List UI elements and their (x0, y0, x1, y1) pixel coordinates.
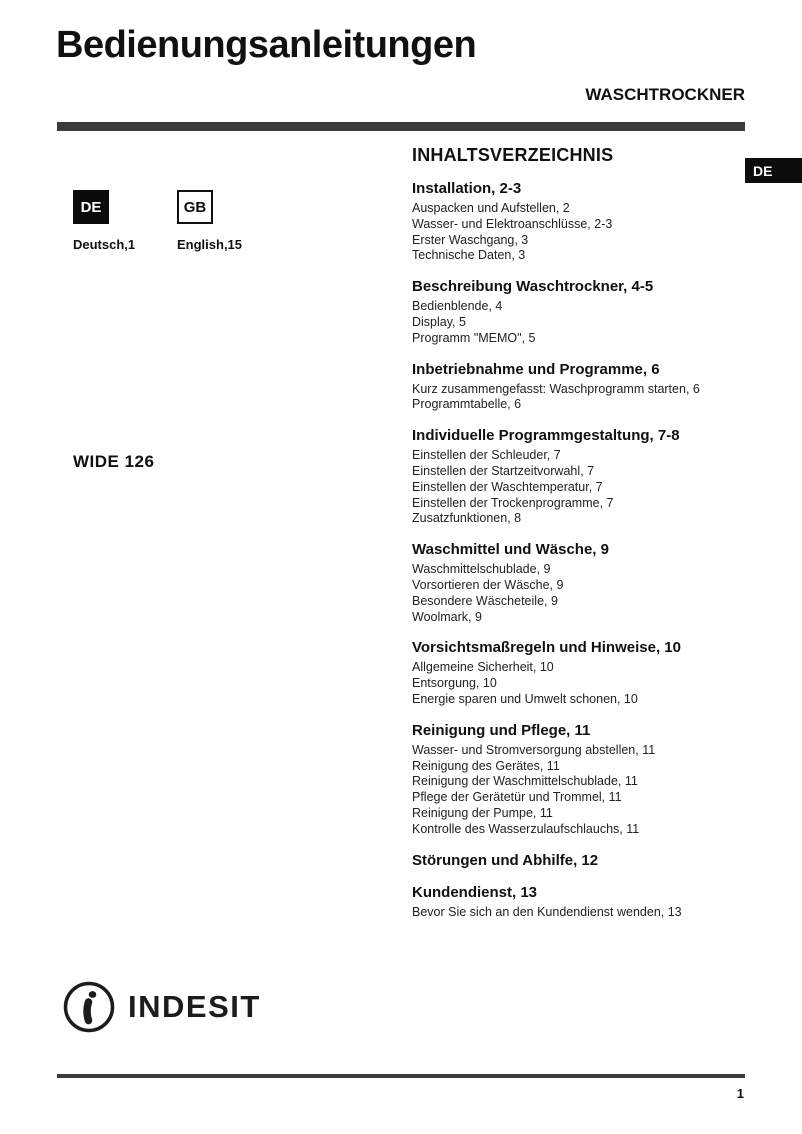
toc-section (412, 426, 760, 527)
toc-section-title: Beschreibung Waschtrockner, 4-5 (412, 278, 654, 296)
toc-item: Zusatzfunktionen, 8 (412, 511, 522, 526)
toc-item: Technische Daten, 3 (412, 248, 526, 263)
page-title: Bedienungsanleitungen (56, 24, 477, 66)
toc-item: Allgemeine Sicherheit, 10 (412, 660, 554, 675)
toc-item: Auspacken und Aufstellen, 2 (412, 201, 570, 215)
toc-sections (412, 179, 760, 920)
gb-language-label: English,15 (177, 237, 243, 252)
top-rule (57, 122, 745, 131)
indesit-icon (62, 980, 116, 1034)
toc-heading: INHALTSVERZEICHNIS (412, 145, 614, 165)
toc-item: Wasser- und Stromversorgung abstellen, 11 (412, 742, 656, 757)
toc-section (412, 851, 760, 870)
language-de (73, 190, 135, 252)
toc-section-title: Installation, 2-3 (412, 180, 522, 197)
brand-wordmark: INDESIT (128, 989, 261, 1024)
gb-language-box: GB (177, 190, 213, 224)
toc-section-title: Kundendienst, 13 (412, 883, 538, 901)
indesit-logo (62, 980, 261, 1034)
toc-item: Reinigung der Pumpe, 11 (412, 805, 553, 820)
toc-section-title: Störungen und Abhilfe, 12 (412, 851, 599, 869)
toc-item: Reinigung des Gerätes, 11 (412, 758, 560, 773)
model-number: WIDE 126 (73, 452, 155, 471)
toc-item: Erster Waschgang, 3 (412, 232, 529, 247)
toc-section (412, 179, 760, 264)
toc-section-title: Inbetriebnahme und Programme, 6 (412, 360, 660, 378)
toc-item: Bevor Sie sich an den Kundendienst wenden, 13 (412, 904, 682, 919)
de-language-box: DE (73, 190, 109, 224)
toc-item: Kontrolle des Wasserzulaufschlauchs, 11 (412, 821, 640, 836)
toc-item: Einstellen der Schleuder, 7 (412, 448, 561, 463)
toc-section-title: Waschmittel und Wäsche, 9 (412, 541, 609, 559)
toc-section-title: Individuelle Programmgestaltung, 7-8 (412, 427, 680, 445)
toc-item: Wasser- und Elektroanschlüsse, 2-3 (412, 216, 613, 231)
de-language-label: Deutsch,1 (73, 237, 136, 252)
toc-section (412, 638, 760, 707)
toc-item: Entsorgung, 10 (412, 676, 497, 691)
page-number: 1 (736, 1086, 744, 1101)
toc-item: Programm "MEMO", 5 (412, 330, 536, 345)
toc-item: Pflege der Gerätetür und Trommel, 11 (412, 790, 622, 805)
toc-section (412, 721, 760, 838)
toc-item: Einstellen der Trockenprogramme, 7 (412, 495, 614, 510)
toc-item: Einstellen der Waschtemperatur, 7 (412, 479, 603, 494)
toc-item: Programmtabelle, 6 (412, 397, 522, 412)
bottom-rule (57, 1074, 745, 1078)
language-tab-de: DE (745, 158, 802, 183)
toc-item: Waschmittelschublade, 9 (412, 562, 551, 577)
toc-item: Energie sparen und Umwelt schonen, 10 (412, 691, 638, 706)
appliance-type-label: WASCHTROCKNER (585, 85, 745, 104)
toc-item: Display, 5 (412, 314, 466, 329)
toc-section (412, 883, 760, 921)
table-of-contents (412, 145, 760, 920)
language-gb (177, 190, 242, 252)
toc-item: Einstellen der Startzeitvorwahl, 7 (412, 463, 595, 478)
toc-section (412, 277, 760, 346)
toc-section-title: Vorsichtsmaßregeln und Hinweise, 10 (412, 639, 681, 657)
toc-item: Bedienblende, 4 (412, 299, 503, 314)
toc-section (412, 360, 760, 414)
toc-section (412, 540, 760, 625)
toc-item: Besondere Wäscheteile, 9 (412, 593, 558, 608)
toc-item: Reinigung der Waschmittelschublade, 11 (412, 774, 638, 789)
toc-item: Vorsortieren der Wäsche, 9 (412, 577, 564, 592)
toc-item: Kurz zusammengefasst: Waschprogramm starten, 6 (412, 381, 700, 396)
toc-section-title: Reinigung und Pflege, 11 (412, 721, 591, 739)
toc-item: Woolmark, 9 (412, 609, 482, 624)
